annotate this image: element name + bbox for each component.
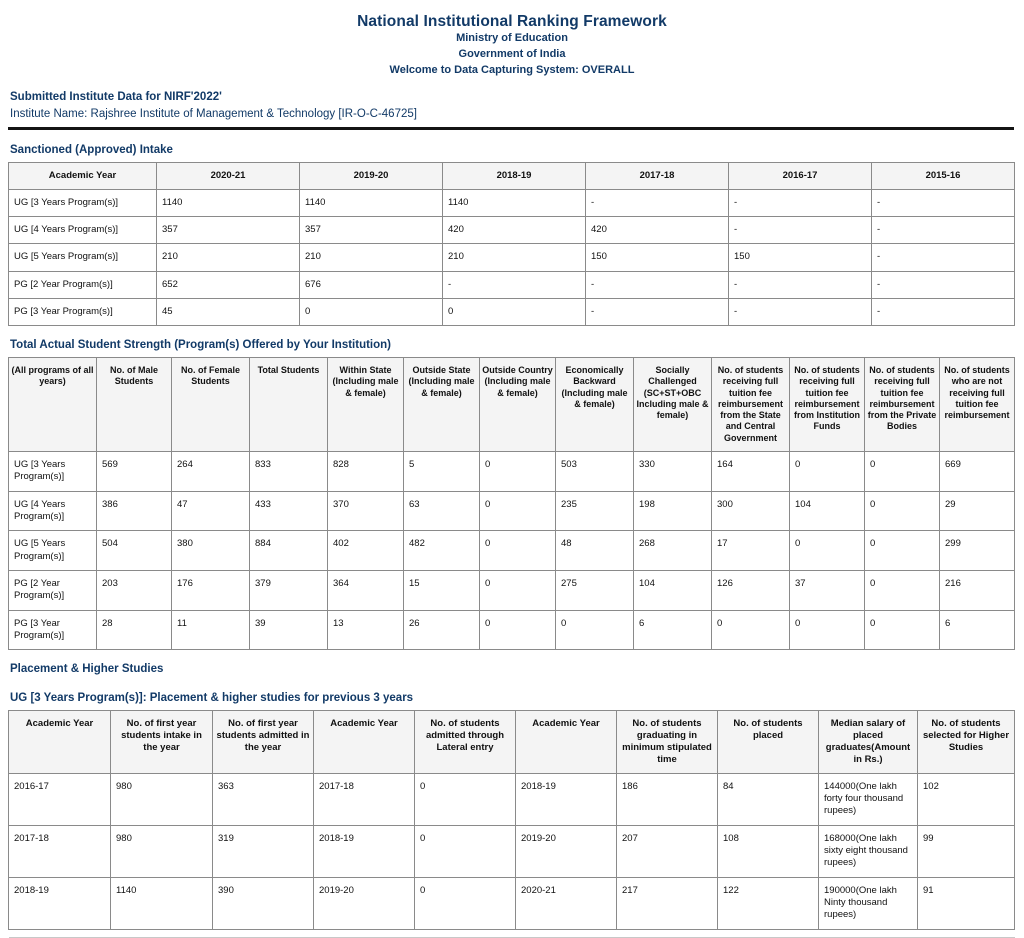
student-strength-cell-r2-c0: UG [5 Years Program(s)]	[9, 531, 97, 571]
sanctioned-intake-cell-r4-c0: PG [3 Year Program(s)]	[9, 298, 157, 325]
institute-name-label: Institute Name: Rajshree Institute of Management & Technology [IR-O-C-46725]	[10, 108, 417, 121]
table-row	[9, 825, 1015, 877]
student-strength-cell-r1-c4: 370	[328, 491, 404, 531]
student-strength-cell-r1-c7: 235	[556, 491, 634, 531]
masthead	[8, 0, 1016, 79]
sanctioned-intake-cell-r2-c2: 210	[300, 244, 443, 271]
student-strength-column-header-9: No. of students receiving full tuition fee reimbursement from the State and Central Government	[712, 358, 790, 452]
sanctioned-intake-cell-r3-c3: -	[443, 271, 586, 298]
student-strength-cell-r1-c2: 47	[172, 491, 250, 531]
sanctioned-intake-cell-r1-c3: 420	[443, 216, 586, 243]
student-strength-cell-r4-c7: 0	[556, 610, 634, 650]
placement-sub-heading: UG [3 Years Program(s)]: Placement & higher studies for previous 3 years	[10, 692, 414, 705]
welcome-label: Welcome to Data Capturing System: OVERALL	[389, 64, 635, 77]
student-strength-cell-r4-c11: 0	[865, 610, 940, 650]
sanctioned-intake-column-header-2: 2019-20	[300, 162, 443, 189]
student-strength-cell-r3-c10: 37	[790, 570, 865, 610]
placement-cell-r2-c1: 1140	[111, 877, 213, 929]
student-strength-cell-r2-c1: 504	[97, 531, 172, 571]
student-strength-cell-r0-c10: 0	[790, 451, 865, 491]
sanctioned-intake-cell-r0-c6: -	[872, 189, 1015, 216]
placement-column-header-5: Academic Year	[516, 711, 617, 774]
table-row	[9, 610, 1015, 650]
student-strength-cell-r1-c9: 300	[712, 491, 790, 531]
sanctioned-intake-cell-r1-c1: 357	[157, 216, 300, 243]
student-strength-table	[8, 357, 1015, 650]
student-strength-cell-r3-c4: 364	[328, 570, 404, 610]
student-strength-cell-r3-c3: 379	[250, 570, 328, 610]
table-row	[9, 773, 1015, 825]
table-row	[9, 570, 1015, 610]
student-strength-cell-r4-c6: 0	[480, 610, 556, 650]
sanctioned-intake-cell-r4-c3: 0	[443, 298, 586, 325]
placement-cell-r2-c3: 2019-20	[314, 877, 415, 929]
student-strength-cell-r1-c3: 433	[250, 491, 328, 531]
sanctioned-intake-cell-r4-c2: 0	[300, 298, 443, 325]
placement-cell-r2-c0: 2018-19	[9, 877, 111, 929]
student-strength-cell-r2-c7: 48	[556, 531, 634, 571]
student-strength-cell-r3-c11: 0	[865, 570, 940, 610]
student-strength-column-header-6: Outside Country (Including male & female)	[480, 358, 556, 452]
placement-cell-r1-c1: 980	[111, 825, 213, 877]
placement-cell-r0-c8: 144000(One lakh forty four thousand rupees)	[819, 773, 918, 825]
placement-table	[8, 710, 1015, 930]
student-strength-cell-r4-c1: 28	[97, 610, 172, 650]
sanctioned-intake-cell-r1-c4: 420	[586, 216, 729, 243]
sanctioned-intake-cell-r2-c3: 210	[443, 244, 586, 271]
table-row	[9, 451, 1015, 491]
placement-heading: Placement & Higher Studies	[10, 663, 164, 676]
student-strength-cell-r2-c3: 884	[250, 531, 328, 571]
sanctioned-intake-cell-r0-c2: 1140	[300, 189, 443, 216]
sanctioned-intake-cell-r3-c0: PG [2 Year Program(s)]	[9, 271, 157, 298]
placement-cell-r0-c6: 186	[617, 773, 718, 825]
student-strength-cell-r0-c6: 0	[480, 451, 556, 491]
table-header-row	[9, 711, 1015, 774]
student-strength-cell-r3-c2: 176	[172, 570, 250, 610]
student-strength-cell-r2-c11: 0	[865, 531, 940, 571]
placement-cell-r1-c0: 2017-18	[9, 825, 111, 877]
placement-column-header-3: Academic Year	[314, 711, 415, 774]
placement-thead	[9, 711, 1015, 774]
submitted-institute-block	[8, 89, 1016, 126]
sanctioned-intake-cell-r3-c1: 652	[157, 271, 300, 298]
table-row	[9, 491, 1015, 531]
student-strength-heading: Total Actual Student Strength (Program(s) Offered by Your Institution)	[10, 339, 391, 352]
table-row	[9, 298, 1015, 325]
placement-column-header-4: No. of students admitted through Lateral entry	[415, 711, 516, 774]
sanctioned-intake-cell-r2-c4: 150	[586, 244, 729, 271]
student-strength-cell-r4-c8: 6	[634, 610, 712, 650]
student-strength-cell-r0-c5: 5	[404, 451, 480, 491]
placement-cell-r1-c6: 207	[617, 825, 718, 877]
student-strength-cell-r0-c2: 264	[172, 451, 250, 491]
student-strength-column-header-4: Within State (Including male & female)	[328, 358, 404, 452]
sanctioned-intake-cell-r2-c0: UG [5 Years Program(s)]	[9, 244, 157, 271]
student-strength-cell-r4-c5: 26	[404, 610, 480, 650]
table-row	[9, 531, 1015, 571]
sanctioned-intake-cell-r3-c6: -	[872, 271, 1015, 298]
sanctioned-intake-cell-r0-c3: 1140	[443, 189, 586, 216]
student-strength-cell-r4-c2: 11	[172, 610, 250, 650]
sanctioned-intake-cell-r0-c4: -	[586, 189, 729, 216]
placement-cell-r1-c8: 168000(One lakh sixty eight thousand rupees)	[819, 825, 918, 877]
student-strength-cell-r0-c9: 164	[712, 451, 790, 491]
table-row	[9, 244, 1015, 271]
student-strength-cell-r1-c6: 0	[480, 491, 556, 531]
student-strength-cell-r1-c5: 63	[404, 491, 480, 531]
student-strength-thead	[9, 358, 1015, 452]
student-strength-cell-r3-c7: 275	[556, 570, 634, 610]
sanctioned-intake-cell-r0-c1: 1140	[157, 189, 300, 216]
student-strength-cell-r3-c5: 15	[404, 570, 480, 610]
student-strength-cell-r1-c1: 386	[97, 491, 172, 531]
table-header-row	[9, 358, 1015, 452]
student-strength-cell-r3-c8: 104	[634, 570, 712, 610]
student-strength-cell-r2-c9: 17	[712, 531, 790, 571]
sanctioned-intake-tbody	[9, 189, 1015, 326]
student-strength-column-header-5: Outside State (Including male & female)	[404, 358, 480, 452]
placement-cell-r0-c0: 2016-17	[9, 773, 111, 825]
placement-cell-r2-c2: 390	[213, 877, 314, 929]
student-strength-cell-r4-c12: 6	[940, 610, 1015, 650]
student-strength-cell-r0-c8: 330	[634, 451, 712, 491]
sanctioned-intake-cell-r1-c6: -	[872, 216, 1015, 243]
placement-tbody	[9, 773, 1015, 929]
table-row	[9, 189, 1015, 216]
student-strength-column-header-3: Total Students	[250, 358, 328, 452]
placement-cell-r0-c9: 102	[918, 773, 1015, 825]
student-strength-column-header-11: No. of students receiving full tuition fee reimbursement from the Private Bodies	[865, 358, 940, 452]
student-strength-cell-r1-c10: 104	[790, 491, 865, 531]
placement-column-header-8: Median salary of placed graduates(Amount in Rs.)	[819, 711, 918, 774]
ministry-label: Ministry of Education	[456, 32, 568, 45]
placement-cell-r1-c5: 2019-20	[516, 825, 617, 877]
student-strength-column-header-7: Economically Backward (Including male & female)	[556, 358, 634, 452]
placement-column-header-9: No. of students selected for Higher Studies	[918, 711, 1015, 774]
student-strength-cell-r2-c12: 299	[940, 531, 1015, 571]
sanctioned-intake-cell-r2-c5: 150	[729, 244, 872, 271]
student-strength-cell-r3-c12: 216	[940, 570, 1015, 610]
sanctioned-intake-cell-r1-c5: -	[729, 216, 872, 243]
header-divider	[8, 127, 1014, 130]
placement-cell-r2-c8: 190000(One lakh Ninty thousand rupees)	[819, 877, 918, 929]
placement-cell-r0-c1: 980	[111, 773, 213, 825]
student-strength-column-header-0: (All programs of all years)	[9, 358, 97, 452]
submitted-data-heading: Submitted Institute Data for NIRF'2022'	[10, 91, 222, 104]
placement-cell-r1-c4: 0	[415, 825, 516, 877]
student-strength-cell-r0-c0: UG [3 Years Program(s)]	[9, 451, 97, 491]
student-strength-column-header-1: No. of Male Students	[97, 358, 172, 452]
page-title: National Institutional Ranking Framework	[357, 13, 667, 30]
student-strength-column-header-2: No. of Female Students	[172, 358, 250, 452]
student-strength-cell-r1-c11: 0	[865, 491, 940, 531]
placement-cell-r1-c9: 99	[918, 825, 1015, 877]
student-strength-cell-r3-c9: 126	[712, 570, 790, 610]
sanctioned-intake-cell-r4-c1: 45	[157, 298, 300, 325]
sanctioned-intake-cell-r1-c0: UG [4 Years Program(s)]	[9, 216, 157, 243]
sanctioned-intake-cell-r3-c4: -	[586, 271, 729, 298]
sanctioned-intake-cell-r3-c2: 676	[300, 271, 443, 298]
placement-cell-r2-c6: 217	[617, 877, 718, 929]
sanctioned-intake-table	[8, 162, 1015, 327]
sanctioned-intake-heading: Sanctioned (Approved) Intake	[10, 143, 173, 156]
sanctioned-intake-cell-r1-c2: 357	[300, 216, 443, 243]
student-strength-cell-r3-c1: 203	[97, 570, 172, 610]
sanctioned-intake-column-header-3: 2018-19	[443, 162, 586, 189]
student-strength-cell-r3-c6: 0	[480, 570, 556, 610]
placement-cell-r1-c3: 2018-19	[314, 825, 415, 877]
government-label: Government of India	[458, 48, 566, 61]
placement-cell-r2-c5: 2020-21	[516, 877, 617, 929]
sanctioned-intake-cell-r0-c5: -	[729, 189, 872, 216]
sanctioned-intake-cell-r3-c5: -	[729, 271, 872, 298]
sanctioned-intake-column-header-6: 2015-16	[872, 162, 1015, 189]
sanctioned-intake-thead	[9, 162, 1015, 189]
placement-column-header-7: No. of students placed	[718, 711, 819, 774]
student-strength-cell-r0-c4: 828	[328, 451, 404, 491]
student-strength-cell-r2-c5: 482	[404, 531, 480, 571]
student-strength-cell-r4-c10: 0	[790, 610, 865, 650]
student-strength-cell-r0-c11: 0	[865, 451, 940, 491]
table-header-row	[9, 162, 1015, 189]
student-strength-cell-r4-c3: 39	[250, 610, 328, 650]
student-strength-cell-r0-c12: 669	[940, 451, 1015, 491]
student-strength-cell-r0-c1: 569	[97, 451, 172, 491]
student-strength-tbody	[9, 451, 1015, 649]
sanctioned-intake-cell-r2-c6: -	[872, 244, 1015, 271]
table-row	[9, 271, 1015, 298]
table-row	[9, 877, 1015, 929]
student-strength-column-header-12: No. of students who are not receiving full tuition fee reimbursement	[940, 358, 1015, 452]
placement-cell-r1-c7: 108	[718, 825, 819, 877]
sanctioned-intake-column-header-0: Academic Year	[9, 162, 157, 189]
placement-cell-r0-c4: 0	[415, 773, 516, 825]
sanctioned-intake-column-header-5: 2016-17	[729, 162, 872, 189]
placement-column-header-6: No. of students graduating in minimum stipulated time	[617, 711, 718, 774]
student-strength-cell-r1-c0: UG [4 Years Program(s)]	[9, 491, 97, 531]
student-strength-cell-r4-c9: 0	[712, 610, 790, 650]
sanctioned-intake-cell-r4-c4: -	[586, 298, 729, 325]
sanctioned-intake-column-header-4: 2017-18	[586, 162, 729, 189]
placement-cell-r0-c5: 2018-19	[516, 773, 617, 825]
placement-cell-r0-c2: 363	[213, 773, 314, 825]
placement-column-header-0: Academic Year	[9, 711, 111, 774]
sanctioned-intake-cell-r4-c6: -	[872, 298, 1015, 325]
student-strength-cell-r2-c8: 268	[634, 531, 712, 571]
placement-cell-r2-c4: 0	[415, 877, 516, 929]
student-strength-cell-r3-c0: PG [2 Year Program(s)]	[9, 570, 97, 610]
sanctioned-intake-cell-r4-c5: -	[729, 298, 872, 325]
student-strength-cell-r2-c6: 0	[480, 531, 556, 571]
student-strength-column-header-8: Socially Challenged (SC+ST+OBC Including male & female)	[634, 358, 712, 452]
student-strength-cell-r4-c0: PG [3 Year Program(s)]	[9, 610, 97, 650]
placement-cell-r2-c9: 91	[918, 877, 1015, 929]
sanctioned-intake-cell-r0-c0: UG [3 Years Program(s)]	[9, 189, 157, 216]
student-strength-cell-r0-c3: 833	[250, 451, 328, 491]
student-strength-cell-r2-c2: 380	[172, 531, 250, 571]
student-strength-cell-r1-c12: 29	[940, 491, 1015, 531]
sanctioned-intake-column-header-1: 2020-21	[157, 162, 300, 189]
placement-cell-r0-c3: 2017-18	[314, 773, 415, 825]
placement-column-header-1: No. of first year students intake in the year	[111, 711, 213, 774]
placement-cell-r1-c2: 319	[213, 825, 314, 877]
student-strength-cell-r2-c10: 0	[790, 531, 865, 571]
student-strength-cell-r1-c8: 198	[634, 491, 712, 531]
student-strength-column-header-10: No. of students receiving full tuition fee reimbursement from Institution Funds	[790, 358, 865, 452]
sanctioned-intake-cell-r2-c1: 210	[157, 244, 300, 271]
placement-cell-r0-c7: 84	[718, 773, 819, 825]
table-row	[9, 216, 1015, 243]
placement-column-header-2: No. of first year students admitted in the year	[213, 711, 314, 774]
student-strength-cell-r2-c4: 402	[328, 531, 404, 571]
student-strength-cell-r0-c7: 503	[556, 451, 634, 491]
student-strength-cell-r4-c4: 13	[328, 610, 404, 650]
placement-cell-r2-c7: 122	[718, 877, 819, 929]
